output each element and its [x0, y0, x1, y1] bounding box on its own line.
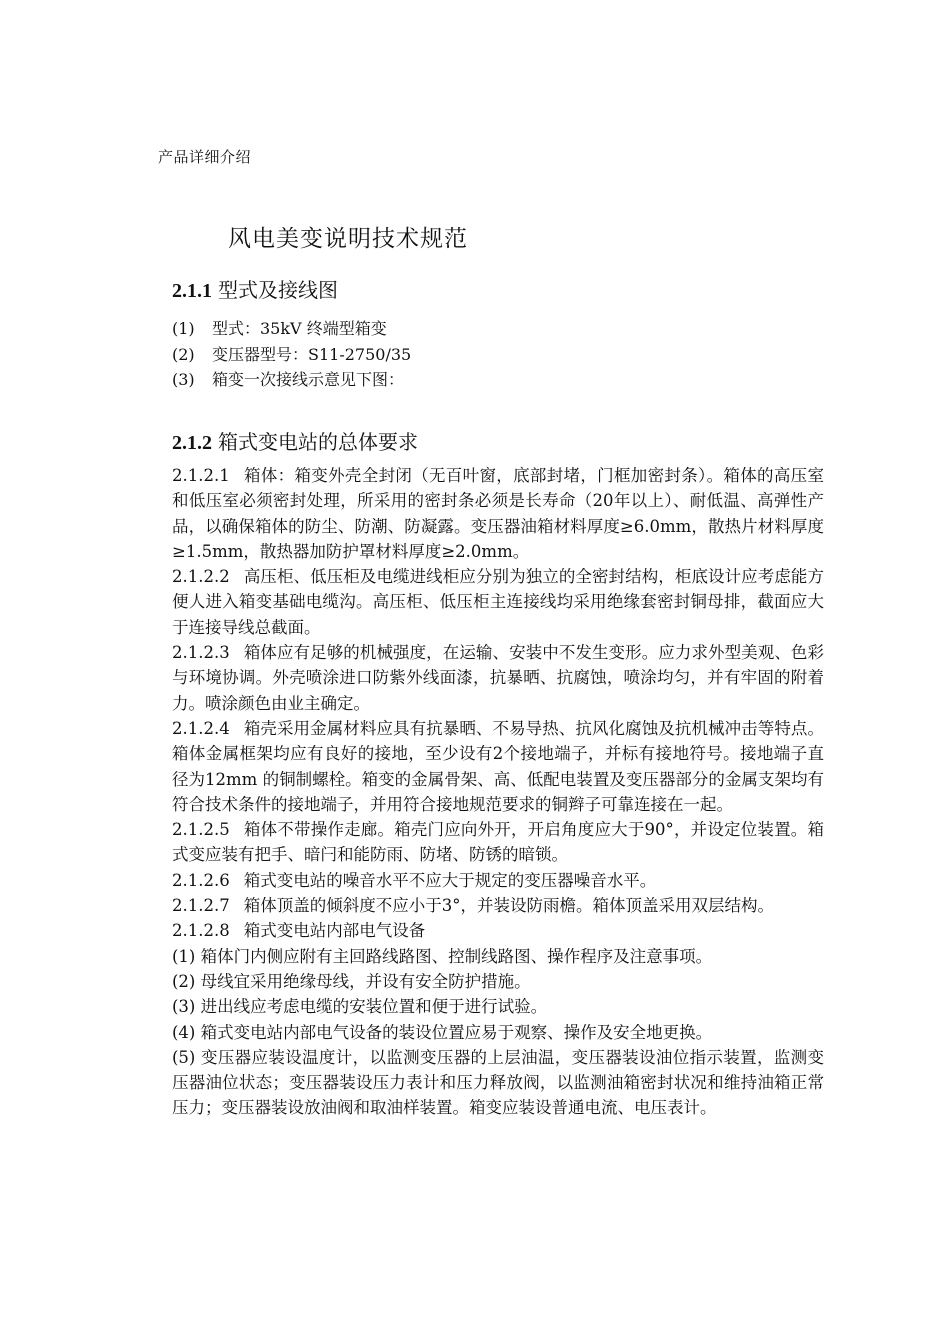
clause-paragraph [172, 817, 824, 868]
clause-text: 箱体：箱变外壳全封闭（无百叶窗，底部封堵，门框加密封条）。箱体的高压室和低压室必须密封处理，所采用的密封条必须是长寿命（20年以上）、耐低温、高弹性产品，以确保箱体的防尘、防潮、防凝露。变压器油箱材料厚度≥6.0mm，散热片材料厚度≥1.5mm，散热器加防护罩材料厚度≥2.0mm。 [172, 466, 824, 561]
sub-item [172, 1020, 824, 1045]
clause-text: 箱式变电站内部电气设备 [243, 921, 426, 941]
sub-item [172, 944, 824, 969]
sub-item-text: 变压器应装设温度计，以监测变压器的上层油温，变压器装设油位指示装置，监测变压器油位状态；变压器装设压力表计和压力释放阀，以监测油箱密封状况和维持油箱正常压力；变压器装设放油阀和取油样装置。箱变应装设普通电流、电压表计。 [172, 1047, 824, 1118]
clause-text: 箱式变电站的噪音水平不应大于规定的变压器噪音水平。 [243, 870, 657, 890]
document-title: 风电美变说明技术规范 [228, 226, 468, 252]
clause-paragraph [172, 918, 824, 943]
sub-item-text: 箱体门内侧应附有主回路线路图、控制线路图、操作程序及注意事项。 [200, 946, 713, 966]
clause-text: 箱体不带操作走廊。箱壳门应向外开，开启角度应大于90°，并设定位装置。箱式变应装有把手、暗闩和能防雨、防堵、防锈的暗锁。 [172, 820, 824, 865]
clause-number: 2.1.2.2 [172, 567, 230, 587]
clause-paragraph [172, 868, 824, 893]
clause-text: 箱体应有足够的机械强度，在运输、安装中不发生变形。应力求外型美观、色彩与环境协调。外壳喷涂进口防紫外线面漆，抗暴晒、抗腐蚀，喷涂均匀，并有牢固的附着力。喷涂颜色由业主确定。 [172, 643, 824, 713]
sub-item [172, 1045, 824, 1121]
section-number: 2.1.1 [172, 280, 212, 302]
list-item-number: (1) [172, 319, 195, 338]
list-item-text: 箱变一次接线示意见下图： [212, 370, 405, 389]
section-heading-2-1-1 [172, 274, 338, 303]
section-title: 箱式变电站的总体要求 [218, 430, 418, 454]
sub-item [172, 994, 824, 1019]
section-1-list [172, 316, 411, 393]
sub-item-number: (2) [172, 971, 196, 991]
clause-paragraph [172, 716, 824, 817]
section-title: 型式及接线图 [218, 278, 338, 302]
sub-item-text: 母线宜采用绝缘母线，并设有安全防护措施。 [200, 971, 531, 991]
sub-item-text: 箱式变电站内部电气设备的装设位置应易于观察、操作及安全地更换。 [200, 1022, 713, 1042]
sub-item-number: (4) [172, 1022, 196, 1042]
clause-paragraph [172, 463, 824, 564]
section-2-body [172, 463, 824, 1121]
clause-paragraph [172, 640, 824, 716]
clause-number: 2.1.2.5 [172, 820, 230, 840]
list-item-number: (3) [172, 370, 195, 389]
clause-number: 2.1.2.1 [172, 466, 230, 485]
sub-item-number: (3) [172, 997, 196, 1017]
list-item-text: 变压器型号：S11-2750/35 [212, 344, 412, 364]
clause-text: 箱体顶盖的倾斜度不应小于3°，并装设防雨檐。箱体顶盖采用双层结构。 [243, 896, 774, 916]
clause-number: 2.1.2.4 [172, 718, 230, 738]
sub-item-text: 进出线应考虑电缆的安装位置和便于进行试验。 [200, 997, 548, 1017]
sub-item-number: (5) [172, 1047, 196, 1067]
clause-text: 箱壳采用金属材料应具有抗暴晒、不易导热、抗风化腐蚀及抗机械冲击等特点。箱体金属框架均应有良好的接地，至少设有2个接地端子，并标有接地符号。接地端子直径为12mm 的铜制螺栓。箱变的金属骨架、高、低配电装置及变压器部分的金属支架均有符合技术条件的接地端子，并用符合接地规范要求的铜辫子可靠连接在一起。 [172, 718, 824, 814]
clause-number: 2.1.2.3 [172, 643, 230, 663]
list-item-number: (2) [172, 344, 195, 364]
clause-number: 2.1.2.6 [172, 870, 230, 890]
sub-item [172, 969, 824, 994]
page-header-label: 产品详细介绍 [158, 148, 252, 166]
list-item [172, 316, 411, 342]
section-heading-2-1-2 [172, 426, 418, 455]
section-number: 2.1.2 [172, 432, 212, 454]
list-item [172, 342, 411, 368]
clause-number: 2.1.2.8 [172, 921, 230, 941]
clause-paragraph [172, 564, 824, 640]
list-item [172, 367, 411, 393]
clause-text: 高压柜、低压柜及电缆进线柜应分别为独立的全密封结构，柜底设计应考虑能方便人进入箱变基础电缆沟。高压柜、低压柜主连接线均采用绝缘套密封铜母排，截面应大于连接导线总截面。 [172, 567, 824, 637]
clause-paragraph [172, 893, 824, 918]
clause-number: 2.1.2.7 [172, 896, 230, 916]
sub-item-number: (1) [172, 946, 196, 966]
list-item-text: 型式：35kV 终端型箱变 [212, 319, 387, 338]
